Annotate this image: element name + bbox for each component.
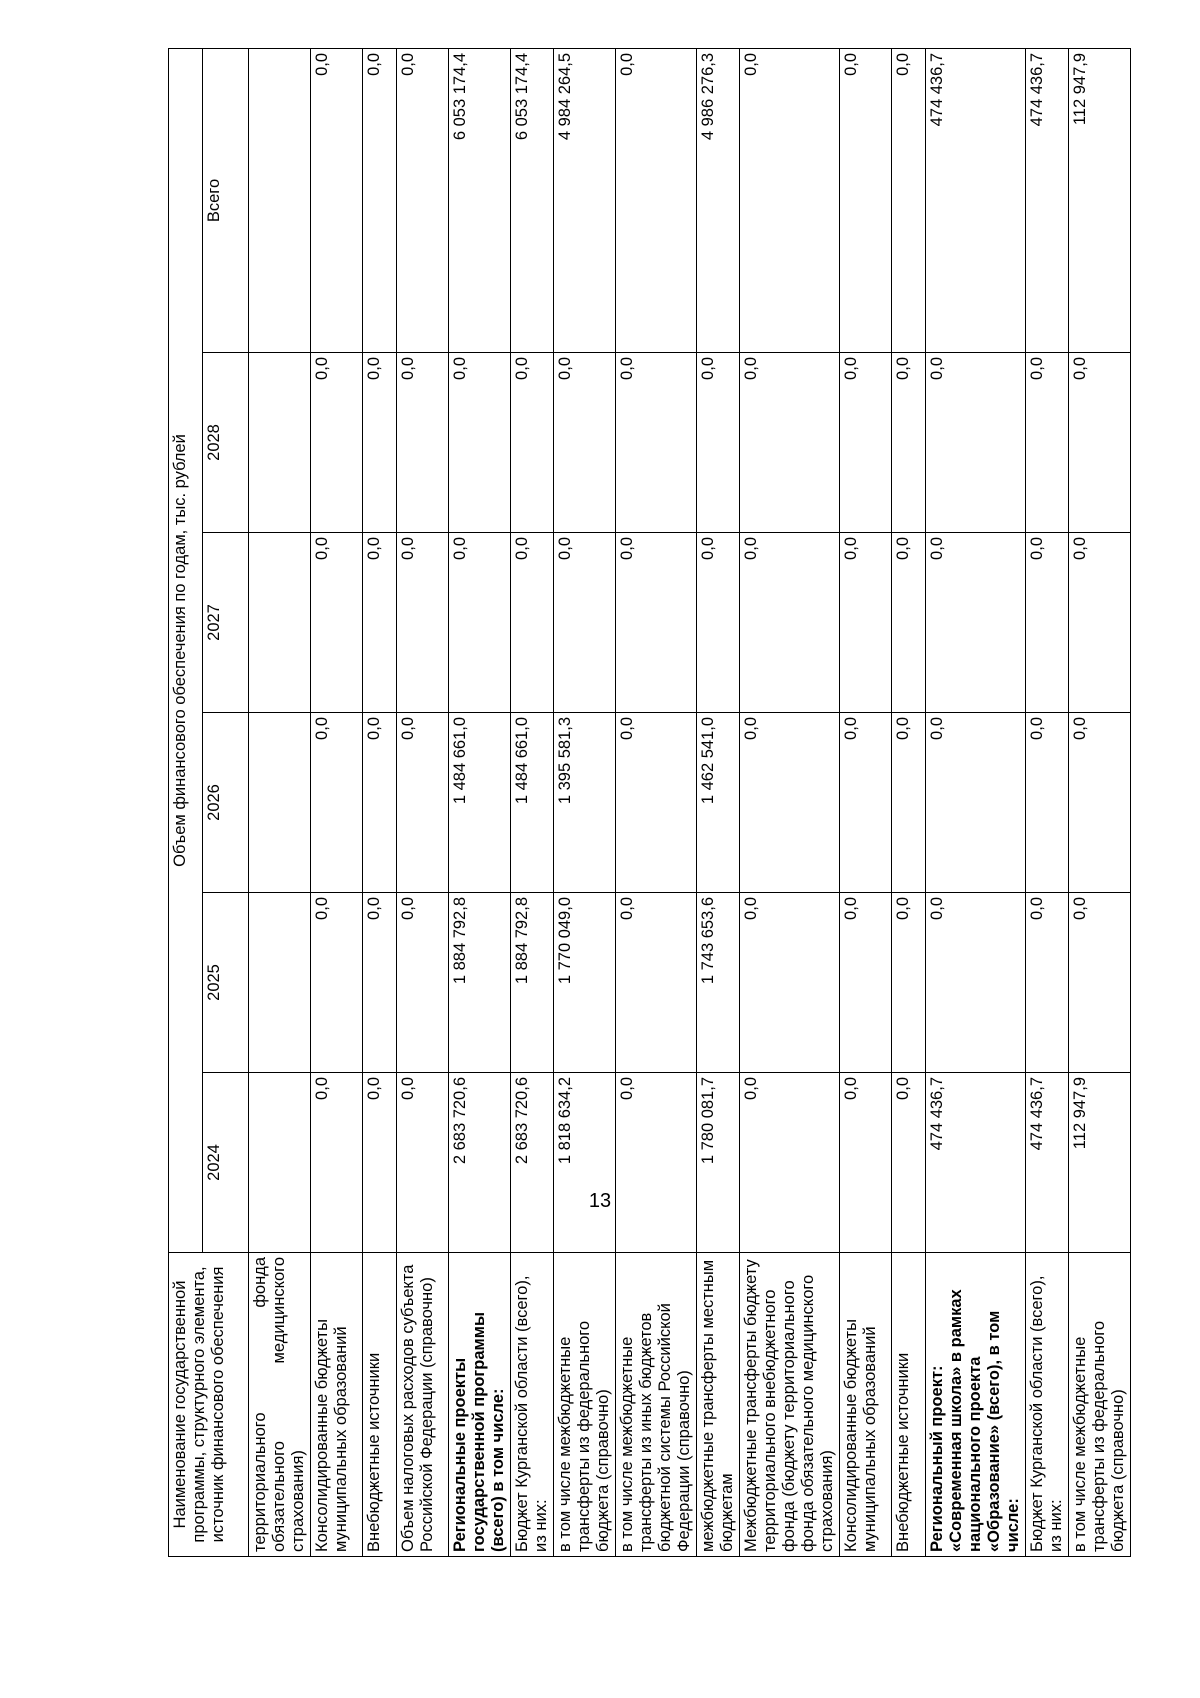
value-cell-2027 [249,533,311,713]
header-year-cell: 2028 [203,353,249,533]
value-cell-2024: 0,0 [840,1073,892,1253]
value-cell-2028: 0,0 [892,353,926,533]
header-year-cell: 2025 [203,893,249,1073]
row-name-cell: Региональный проект: «Современная школа» в рамках национального проекта «Образование» (всего), в том числе: [926,1253,1026,1557]
value-cell-2024: 474 436,7 [926,1073,1026,1253]
value-cell-2026: 0,0 [740,713,840,893]
value-cell-2028: 0,0 [1069,353,1131,533]
header-name-cell: Наименование государственной программы, структурного элемента, источник финансового обеспечения [169,1253,249,1557]
row-name-cell: Внебюджетные источники [363,1253,397,1557]
value-cell-2027: 0,0 [926,533,1026,713]
value-cell-Всего: 0,0 [397,48,449,352]
value-cell-2025: 0,0 [1026,893,1069,1073]
value-cell-2028: 0,0 [363,353,397,533]
value-cell-Всего: 0,0 [740,48,840,352]
row-name-cell: Консолидированные бюджеты муниципальных образований [311,1253,363,1557]
header-year-cell: 2027 [203,533,249,713]
value-cell-2027: 0,0 [892,533,926,713]
value-cell-2027: 0,0 [1026,533,1069,713]
value-cell-Всего [249,48,311,352]
value-cell-2028: 0,0 [926,353,1026,533]
value-cell-2024: 2 683 720,6 [449,1073,511,1253]
value-cell-Всего: 0,0 [892,48,926,352]
row-name-cell: в том числе межбюджетные трансферты из иных бюджетов бюджетной системы Российской Федерации (справочно) [616,1253,697,1557]
value-cell-2026: 0,0 [311,713,363,893]
value-cell-2025: 0,0 [840,893,892,1073]
value-cell-Всего: 0,0 [616,48,697,352]
value-cell-2026: 0,0 [892,713,926,893]
page-number: 13 [588,1190,612,1212]
value-cell-2027: 0,0 [840,533,892,713]
header-group-cell: Объем финансового обеспечения по годам, тыс. рублей [169,48,203,1252]
value-cell-2025: 0,0 [926,893,1026,1073]
value-cell-2028: 0,0 [397,353,449,533]
header-year-cell: 2024 [203,1073,249,1253]
value-cell-2025: 0,0 [397,893,449,1073]
value-cell-2024: 0,0 [740,1073,840,1253]
row-name-cell: Региональные проекты государственной программы (всего) в том числе: [449,1253,511,1557]
value-cell-2024: 474 436,7 [1026,1073,1069,1253]
table-row [1069,48,1131,1556]
value-cell-2028: 0,0 [311,353,363,533]
row-name-cell: Бюджет Курганской области (всего), из них: [511,1253,554,1557]
row-name-cell: Внебюджетные источники [892,1253,926,1557]
table-row [697,48,740,1556]
value-cell-2026: 1 484 661,0 [511,713,554,893]
value-cell-Всего: 6 053 174,4 [449,48,511,352]
value-cell-2026: 0,0 [926,713,1026,893]
value-cell-2026: 0,0 [1026,713,1069,893]
table-row [511,48,554,1556]
value-cell-Всего: 0,0 [363,48,397,352]
value-cell-2026: 1 462 541,0 [697,713,740,893]
table-row [740,48,840,1556]
value-cell-Всего: 0,0 [311,48,363,352]
value-cell-2027: 0,0 [311,533,363,713]
value-cell-2024: 2 683 720,6 [511,1073,554,1253]
value-cell-Всего: 474 436,7 [926,48,1026,352]
row-name-cell: Объем налоговых расходов субъекта Российской Федерации (справочно) [397,1253,449,1557]
table-body [249,48,1131,1556]
value-cell-2027: 0,0 [554,533,616,713]
financing-table [168,48,1131,1557]
value-cell-2028 [249,353,311,533]
value-cell-2024: 1 780 081,7 [697,1073,740,1253]
value-cell-2025: 0,0 [740,893,840,1073]
table-row [892,48,926,1556]
table-row [926,48,1026,1556]
value-cell-2025: 1 884 792,8 [511,893,554,1073]
value-cell-2027: 0,0 [697,533,740,713]
value-cell-2024: 0,0 [311,1073,363,1253]
row-name-cell: Бюджет Курганской области (всего), из них: [1026,1253,1069,1557]
value-cell-2028: 0,0 [697,353,740,533]
value-cell-2027: 0,0 [1069,533,1131,713]
header-row-group [169,48,203,1556]
value-cell-2024: 0,0 [397,1073,449,1253]
table-row [840,48,892,1556]
value-cell-Всего: 6 053 174,4 [511,48,554,352]
value-cell-2026: 0,0 [397,713,449,893]
value-cell-2027: 0,0 [363,533,397,713]
value-cell-2024: 0,0 [363,1073,397,1253]
rotated-table-container [168,49,1127,1557]
value-cell-2026: 0,0 [840,713,892,893]
row-name-cell: Консолидированные бюджеты муниципальных образований [840,1253,892,1557]
value-cell-2025: 0,0 [363,893,397,1073]
value-cell-Всего: 4 986 276,3 [697,48,740,352]
value-cell-Всего: 0,0 [840,48,892,352]
value-cell-2026: 1 484 661,0 [449,713,511,893]
value-cell-2024 [249,1073,311,1253]
row-name-cell: Межбюджетные трансферты бюджету территориального внебюджетного фонда (бюджету территориального фонда обязательного медицинского страхования) [740,1253,840,1557]
value-cell-2024: 1 818 634,2 [554,1073,616,1253]
row-name-cell: межбюджетные трансферты местным бюджетам [697,1253,740,1557]
value-cell-2027: 0,0 [740,533,840,713]
value-cell-2025: 0,0 [311,893,363,1073]
value-cell-2028: 0,0 [840,353,892,533]
table-row [397,48,449,1556]
table-row [616,48,697,1556]
row-name-cell: в том числе межбюджетные трансферты из федерального бюджета (справочно) [1069,1253,1131,1557]
header-year-cell: Всего [203,48,249,352]
value-cell-2027: 0,0 [616,533,697,713]
value-cell-2028: 0,0 [616,353,697,533]
row-name-cell: территориального фонда обязательного медицинского страхования) [249,1253,311,1557]
table-row [1026,48,1069,1556]
value-cell-2026: 1 395 581,3 [554,713,616,893]
value-cell-2024: 0,0 [892,1073,926,1253]
value-cell-2027: 0,0 [449,533,511,713]
value-cell-2026: 0,0 [616,713,697,893]
value-cell-2025: 1 743 653,6 [697,893,740,1073]
value-cell-2025: 0,0 [1069,893,1131,1073]
table-row [249,48,311,1556]
value-cell-2028: 0,0 [1026,353,1069,533]
value-cell-2028: 0,0 [449,353,511,533]
table-row [311,48,363,1556]
value-cell-Всего: 474 436,7 [1026,48,1069,352]
value-cell-2027: 0,0 [511,533,554,713]
value-cell-2025: 1 884 792,8 [449,893,511,1073]
value-cell-2026: 0,0 [1069,713,1131,893]
value-cell-2025 [249,893,311,1073]
header-year-cell: 2026 [203,713,249,893]
value-cell-2024: 0,0 [616,1073,697,1253]
value-cell-2028: 0,0 [740,353,840,533]
value-cell-Всего: 4 984 264,5 [554,48,616,352]
table-row [449,48,511,1556]
table-row [554,48,616,1556]
value-cell-2024: 112 947,9 [1069,1073,1131,1253]
value-cell-2025: 0,0 [616,893,697,1073]
value-cell-2026 [249,713,311,893]
value-cell-2025: 1 770 049,0 [554,893,616,1073]
value-cell-2028: 0,0 [554,353,616,533]
value-cell-2028: 0,0 [511,353,554,533]
value-cell-2026: 0,0 [363,713,397,893]
value-cell-2025: 0,0 [892,893,926,1073]
table-row [363,48,397,1556]
value-cell-2027: 0,0 [397,533,449,713]
row-name-cell: в том числе межбюджетные трансферты из федерального бюджета (справочно) [554,1253,616,1557]
value-cell-Всего: 112 947,9 [1069,48,1131,352]
